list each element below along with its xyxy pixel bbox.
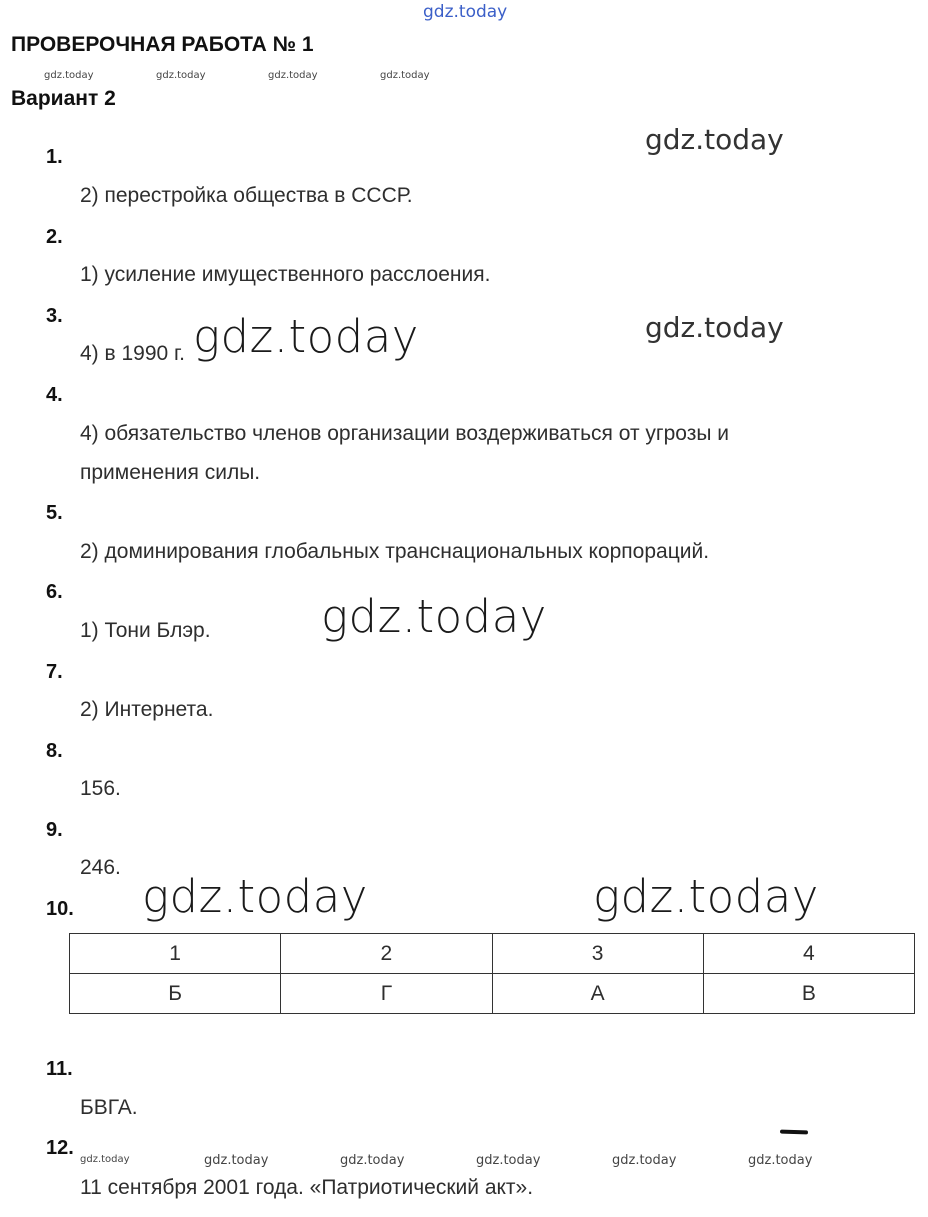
match-table [69,933,915,1014]
watermark-small: gdz.today [748,1153,813,1168]
answer-text: применения силы. [80,461,261,484]
answer-text: 11 сентября 2001 года. «Патриотический акт». [80,1176,534,1199]
watermark-mid: gdz.today [645,123,784,156]
watermark-big: gdz.today [321,590,547,643]
question-number: 8. [46,740,63,762]
watermark-small: gdz.today [80,1154,130,1165]
question-number: 2. [46,226,63,248]
watermark-small: gdz.today [476,1153,541,1168]
answer-text: БВГА. [80,1096,138,1119]
question-number: 6. [46,581,63,603]
watermark-small: gdz.today [156,70,206,81]
page-title: ПРОВЕРОЧНАЯ РАБОТА № 1 [11,33,314,56]
watermark-small: gdz.today [380,70,430,81]
table-row [70,974,915,1014]
watermark-small: gdz.today [204,1153,269,1168]
watermark-top: gdz.today [423,2,508,22]
question-number: 10. [46,898,74,920]
question-number: 11. [46,1058,73,1080]
table-header-cell: 1 [70,934,281,974]
answer-text: 4) обязательство членов организации воздерживаться от угрозы и [80,422,729,445]
question-number: 1. [46,146,63,168]
answer-text: 2) доминирования глобальных транснациональных корпораций. [80,540,710,563]
answer-text: 4) в 1990 г. [80,342,185,365]
table-header-cell: 4 [703,934,914,974]
variant-title: Вариант 2 [11,87,116,110]
watermark-big: gdz.today [593,870,819,923]
answer-text: 2) перестройка общества в СССР. [80,184,413,207]
table-cell: Г [281,974,492,1014]
answer-text: 1) Тони Блэр. [80,619,211,642]
table-cell: Б [70,974,281,1014]
question-number: 3. [46,305,63,327]
table-cell: А [492,974,703,1014]
table-cell: В [703,974,914,1014]
watermark-small: gdz.today [340,1153,405,1168]
question-number: 12. [46,1137,74,1159]
watermark-small: gdz.today [268,70,318,81]
answer-text: 156. [80,777,121,800]
watermark-mid: gdz.today [645,311,784,344]
question-number: 9. [46,819,63,841]
table-header-cell: 3 [492,934,703,974]
question-number: 5. [46,502,63,524]
table-header-cell: 2 [281,934,492,974]
question-number: 7. [46,661,63,683]
watermark-big: gdz.today [193,310,419,363]
ink-mark [780,1130,808,1135]
question-number: 4. [46,384,63,406]
table-row [70,934,915,974]
answer-text: 1) усиление имущественного расслоения. [80,263,491,286]
answer-text: 246. [80,856,121,879]
watermark-small: gdz.today [612,1153,677,1168]
watermark-small: gdz.today [44,70,94,81]
watermark-big: gdz.today [142,870,368,923]
answer-text: 2) Интернета. [80,698,214,721]
